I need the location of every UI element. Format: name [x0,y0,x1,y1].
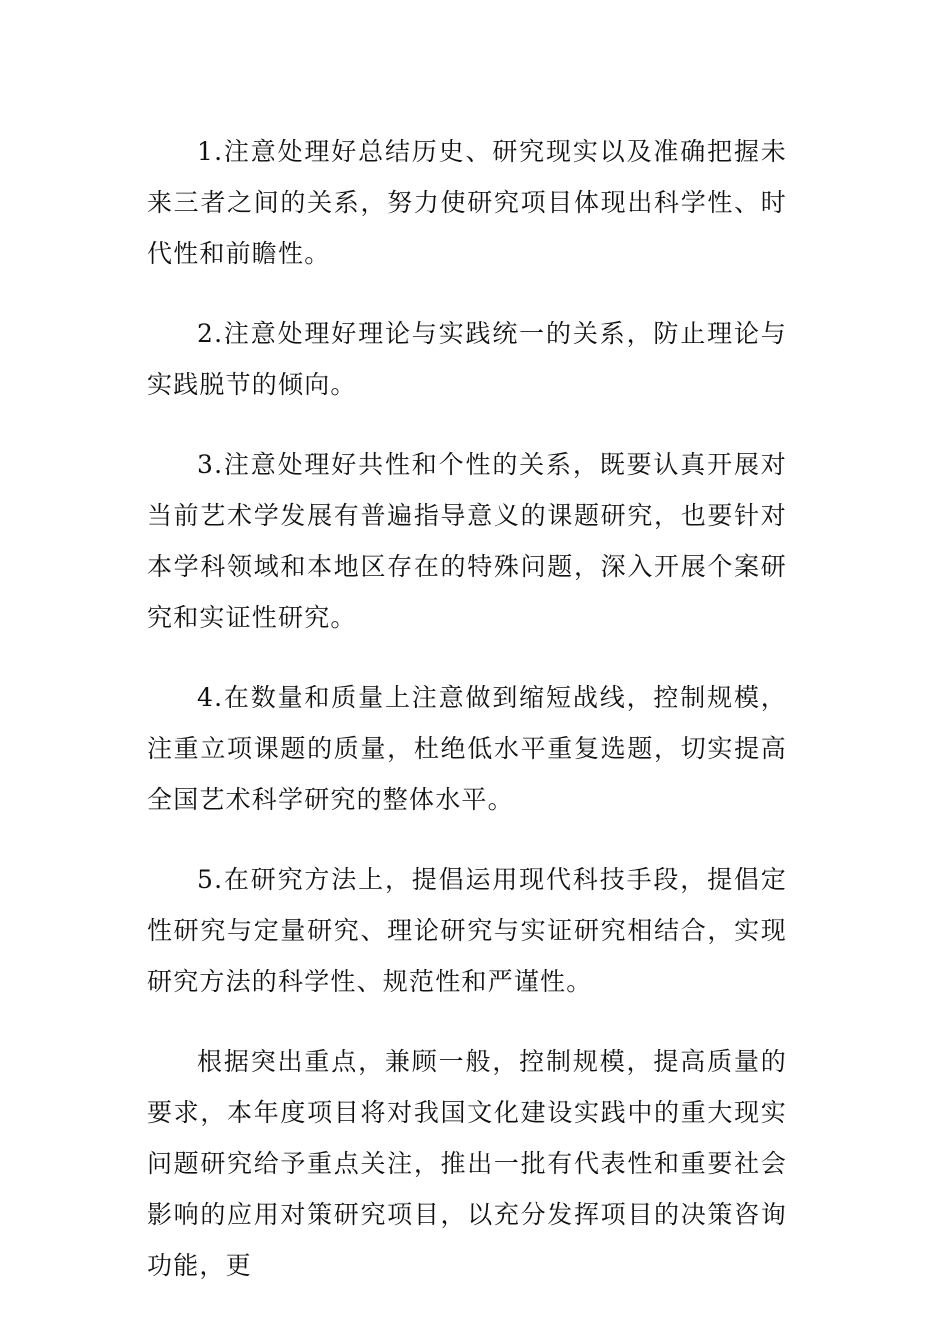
paragraph-4: 4.在数量和质量上注意做到缩短战线，控制规模，注重立项课题的质量，杜绝低水平重复选题，切实提高全国艺术科学研究的整体水平。 [147,683,787,814]
paragraph-6: 根据突出重点，兼顾一般，控制规模，提高质量的要求，本年度项目将对我国文化建设实践中的重大现实问题研究给予重点关注，推出一批有代表性和重要社会影响的应用对策研究项目，以充分发挥项目的决策咨询功能，更 [147,1047,787,1280]
document-body [147,126,787,1320]
paragraph-1: 1.注意处理好总结历史、研究现实以及准确把握未来三者之间的关系，努力使研究项目体现出科学性、时代性和前瞻性。 [147,137,787,268]
paragraph-5: 5.在研究方法上，提倡运用现代科技手段，提倡定性研究与定量研究、理论研究与实证研究相结合，实现研究方法的科学性、规范性和严谨性。 [147,865,787,996]
paragraph-3: 3.注意处理好共性和个性的关系，既要认真开展对当前艺术学发展有普遍指导意义的课题研究，也要针对本学科领域和本地区存在的特殊问题，深入开展个案研究和实证性研究。 [147,450,787,632]
paragraph-2: 2.注意处理好理论与实践统一的关系，防止理论与实践脱节的倾向。 [147,319,787,399]
